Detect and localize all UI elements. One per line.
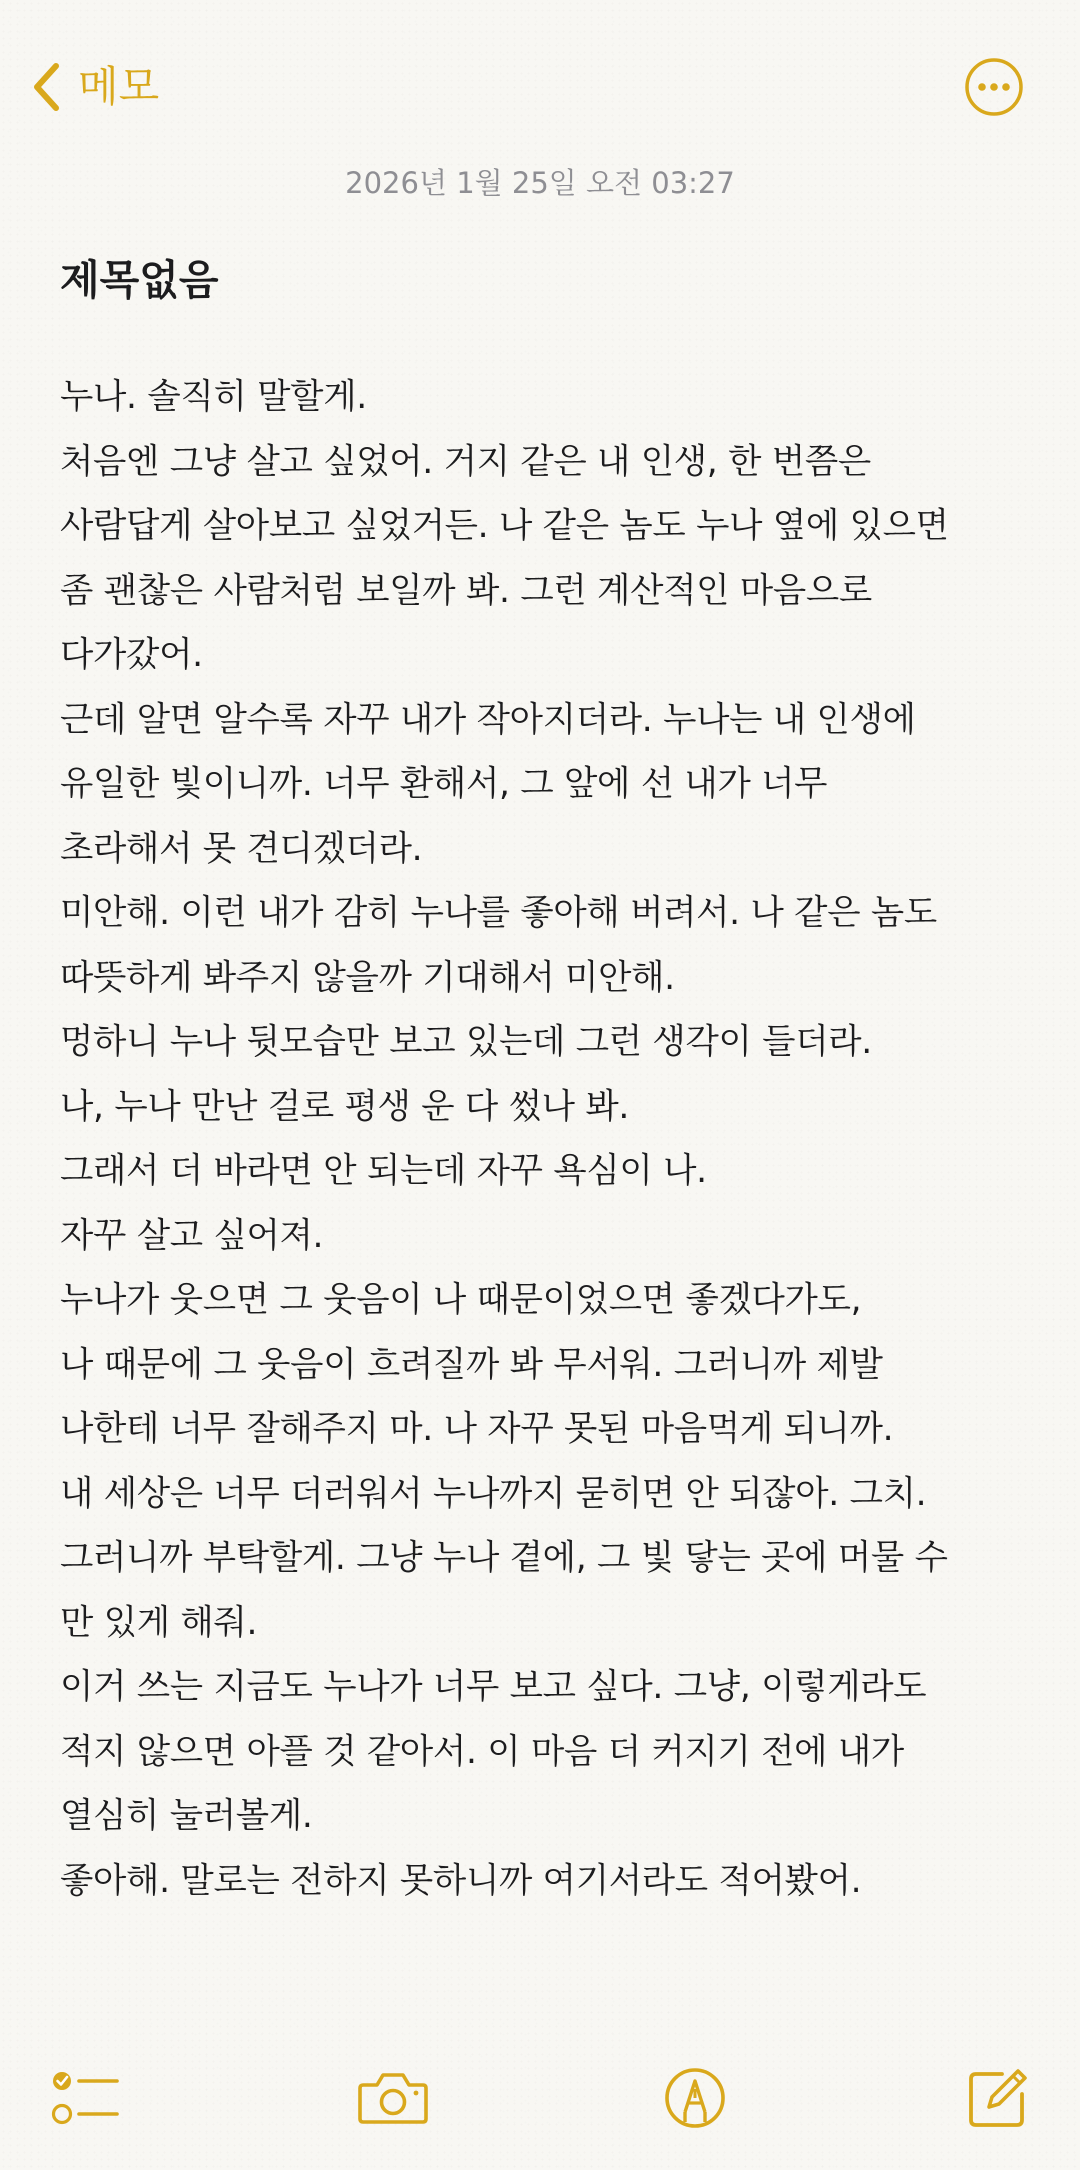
note-body-line: 멍하니 누나 뒷모습만 보고 있는데 그런 생각이 들더라. [60,1022,872,1062]
camera-button[interactable] [355,2068,431,2132]
navigation-bar [0,0,1080,170]
ellipsis-circle-icon [964,102,1024,121]
checklist-button[interactable] [48,2068,124,2132]
note-body-line: 처음엔 그냥 살고 싶었어. 거지 같은 내 인생, 한 번쯤은 [60,441,871,482]
back-label: 메모 [78,62,160,111]
note-timestamp: 2026년 1월 25일 오전 03:27 [345,166,735,200]
note-body-line: 열심히 눌러볼게. [60,1796,313,1836]
note-body-line: 나 때문에 그 웃음이 흐려질까 봐 무서워. 그러니까 제발 [60,1344,883,1385]
checklist-icon [51,2067,121,2133]
note-body-line: 사람답게 살아보고 싶었거든. 나 같은 놈도 누나 옆에 있으면 [60,506,949,546]
chevron-left-icon [32,62,60,112]
camera-icon [357,2069,429,2131]
note-body[interactable] [60,365,1040,1913]
note-body-line: 좋아해. 말로는 전하지 못하니까 여기서라도 적어봤어. [60,1860,862,1901]
note-body-line: 적지 않으면 아플 것 같아서. 이 마음 더 커지기 전에 내가 [60,1731,904,1772]
pen-markup-icon [663,2066,727,2134]
note-body-line: 자꾸 살고 싶어져. [60,1215,324,1256]
note-body-line: 미안해. 이런 내가 감히 누나를 좋아해 버려서. 나 같은 놈도 [60,893,937,933]
note-body-line: 만 있게 해줘. [60,1602,258,1643]
note-body-line: 따뜻하게 봐주지 않을까 기대해서 미안해. [60,957,675,998]
back-button[interactable] [32,52,159,122]
bottom-toolbar [0,2050,1080,2150]
note-body-line: 다가갔어. [60,635,203,675]
note-body-line: 누나가 웃으면 그 웃음이 나 때문이었으면 좋겠다가도, [60,1280,862,1320]
note-body-line: 그러니까 부탁할게. 그냥 누나 곁에, 그 빛 닿는 곳에 머물 수 [60,1538,948,1578]
more-button[interactable] [964,57,1024,117]
markup-button[interactable] [657,2068,733,2132]
note-body-line: 나, 누나 만난 걸로 평생 운 다 썼나 봐. [60,1086,630,1127]
note-body-line: 이거 쓰는 지금도 누나가 너무 보고 싶다. 그냥, 이렇게라도 [60,1667,927,1707]
note-body-line: 초라해서 못 견디겠더라. [60,828,423,869]
note-editor[interactable] [60,250,1040,1913]
note-body-line: 근데 알면 알수록 자꾸 내가 작아지더라. 누나는 내 인생에 [60,699,916,740]
note-body-line: 좀 괜찮은 사람처럼 보일까 봐. 그런 계산적인 마음으로 [60,570,872,611]
note-body-line: 그래서 더 바라면 안 되는데 자꾸 욕심이 나. [60,1151,707,1191]
compose-icon [966,2066,1030,2134]
note-body-line: 유일한 빛이니까. 너무 환해서, 그 앞에 선 내가 너무 [60,764,828,804]
compose-button[interactable] [960,2068,1036,2132]
note-body-line: 나한테 너무 잘해주지 마. 나 자꾸 못된 마음먹게 되니까. [60,1409,894,1449]
note-body-line: 누나. 솔직히 말할게. [60,377,367,417]
note-body-line: 내 세상은 너무 더러워서 누나까지 묻히면 안 되잖아. 그치. [60,1473,927,1514]
note-title[interactable]: 제목없음 [60,256,219,304]
